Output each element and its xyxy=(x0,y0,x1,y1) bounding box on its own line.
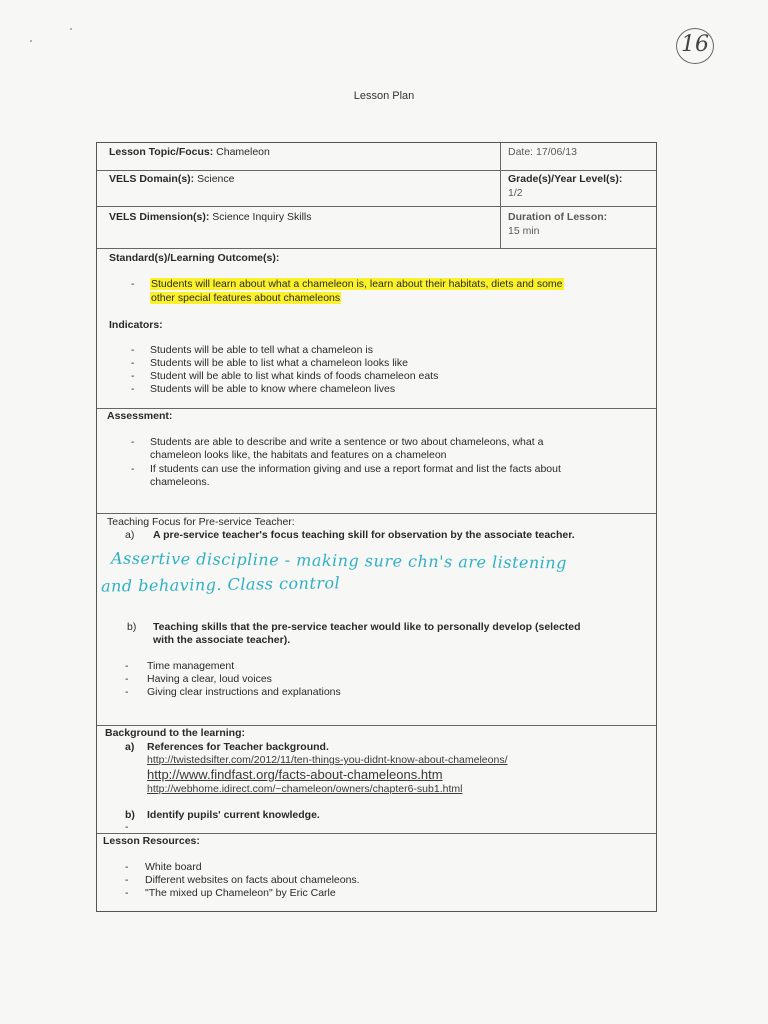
focus-a-marker: a) xyxy=(125,529,135,541)
topic-row xyxy=(109,146,270,159)
resource-item: "The mixed up Chameleon" by Eric Carle xyxy=(145,887,336,899)
dimension-label: VELS Dimension(s): xyxy=(109,211,210,223)
bullet-dash: - xyxy=(131,383,135,395)
bullet-dash: - xyxy=(125,660,129,672)
domain-row xyxy=(109,173,234,186)
row-divider xyxy=(97,833,656,834)
bullet-dash: - xyxy=(131,370,135,382)
document-title: Lesson Plan xyxy=(353,90,415,102)
outcome-line-2: other special features about chameleons xyxy=(151,292,341,304)
standards-heading: Standard(s)/Learning Outcome(s): xyxy=(109,252,280,264)
reference-link-idirect[interactable]: http://webhome.idirect.com/~chameleon/owners/chapter6-sub1.html xyxy=(147,783,463,795)
skill-item: Having a clear, loud voices xyxy=(147,673,272,685)
assessment-item-2-line-2: chameleons. xyxy=(150,476,210,488)
lesson-plan-table xyxy=(96,142,657,912)
reference-link-findfast[interactable]: http://www.findfast.org/facts-about-chameleons.htm xyxy=(147,767,443,782)
bullet-dash: - xyxy=(131,278,135,290)
row-divider xyxy=(97,248,656,249)
bullet-dash: - xyxy=(131,344,135,356)
handwritten-note-line-2: and behaving. Class control xyxy=(100,573,341,596)
date-label: Date: xyxy=(508,146,534,158)
grade-value: 1/2 xyxy=(508,187,523,199)
indicator-item: Student will be able to list what kinds of foods chameleon eats xyxy=(150,370,439,382)
background-b-text: Identify pupils' current knowledge. xyxy=(147,809,320,821)
resource-item: White board xyxy=(145,861,202,873)
page-number-circle: 16 xyxy=(676,28,714,64)
assessment-heading: Assessment: xyxy=(107,410,173,422)
row-divider xyxy=(97,206,656,207)
header-column-divider xyxy=(500,143,501,248)
focus-b-marker: b) xyxy=(127,621,137,633)
skill-item: Giving clear instructions and explanations xyxy=(147,686,341,698)
assessment-item-2-line-1: If students can use the information giving and use a report format and list the facts about xyxy=(150,463,561,475)
bullet-dash: - xyxy=(131,463,135,475)
domain-label: VELS Domain(s): xyxy=(109,173,195,185)
bullet-dash: - xyxy=(125,861,129,873)
bullet-dash: - xyxy=(125,673,129,685)
date-value: 17/06/13 xyxy=(536,146,577,158)
resource-item: Different websites on facts about chameleons. xyxy=(145,874,360,886)
focus-a-text: A pre-service teacher's focus teaching skill for observation by the associate teacher. xyxy=(153,529,575,541)
row-divider xyxy=(97,170,656,171)
focus-b-line-2: with the associate teacher). xyxy=(153,634,291,646)
indicator-item: Students will be able to know where chameleon lives xyxy=(150,383,396,395)
resources-heading: Lesson Resources: xyxy=(103,835,200,847)
bullet-dash: - xyxy=(131,436,135,448)
date-row xyxy=(508,146,577,159)
outcome-line-1: Students will learn about what a chameleon is, learn about their habitats, diets and some xyxy=(151,278,563,290)
dimension-row xyxy=(109,211,312,224)
row-divider xyxy=(97,513,656,514)
focus-b-line-1: Teaching skills that the pre-service teacher would like to personally develop (selected xyxy=(153,621,581,633)
duration-value: 15 min xyxy=(508,225,540,237)
teaching-focus-heading: Teaching Focus for Pre-service Teacher: xyxy=(107,516,295,528)
background-heading: Background to the learning: xyxy=(105,727,246,739)
indicator-item: Students will be able to list what a chameleon looks like xyxy=(150,357,408,369)
background-a-text: References for Teacher background. xyxy=(147,741,329,753)
bullet-dash: - xyxy=(131,357,135,369)
reference-link-twistedsifter[interactable]: http://twistedsifter.com/2012/11/ten-things-you-didnt-know-about-chameleons/ xyxy=(147,754,508,766)
scan-speck xyxy=(70,28,72,30)
topic-label: Lesson Topic/Focus: xyxy=(109,146,214,158)
indicators-heading: Indicators: xyxy=(109,319,163,331)
bullet-dash: - xyxy=(125,821,129,833)
indicator-item: Students will be able to tell what a chameleon is xyxy=(150,344,373,356)
bullet-dash: - xyxy=(125,874,129,886)
row-divider xyxy=(97,408,656,409)
grade-label: Grade(s)/Year Level(s): xyxy=(508,173,623,185)
bullet-dash: - xyxy=(125,686,129,698)
topic-value: Chameleon xyxy=(216,146,270,158)
assessment-item-1-line-2: chameleon looks like, the habitats and features on a chameleon xyxy=(150,449,447,461)
domain-value: Science xyxy=(197,173,235,185)
duration-label: Duration of Lesson: xyxy=(508,211,608,223)
background-b-marker: b) xyxy=(125,809,135,821)
bullet-dash: - xyxy=(125,887,129,899)
row-divider xyxy=(97,725,656,726)
assessment-item-1-line-1: Students are able to describe and write a sentence or two about chameleons, what a xyxy=(150,436,544,448)
dimension-value: Science Inquiry Skills xyxy=(212,211,312,223)
background-a-marker: a) xyxy=(125,741,135,753)
skill-item: Time management xyxy=(147,660,235,672)
handwritten-note-line-1: Assertive discipline - making sure chn's are listening xyxy=(110,548,567,573)
scan-speck xyxy=(30,40,32,42)
